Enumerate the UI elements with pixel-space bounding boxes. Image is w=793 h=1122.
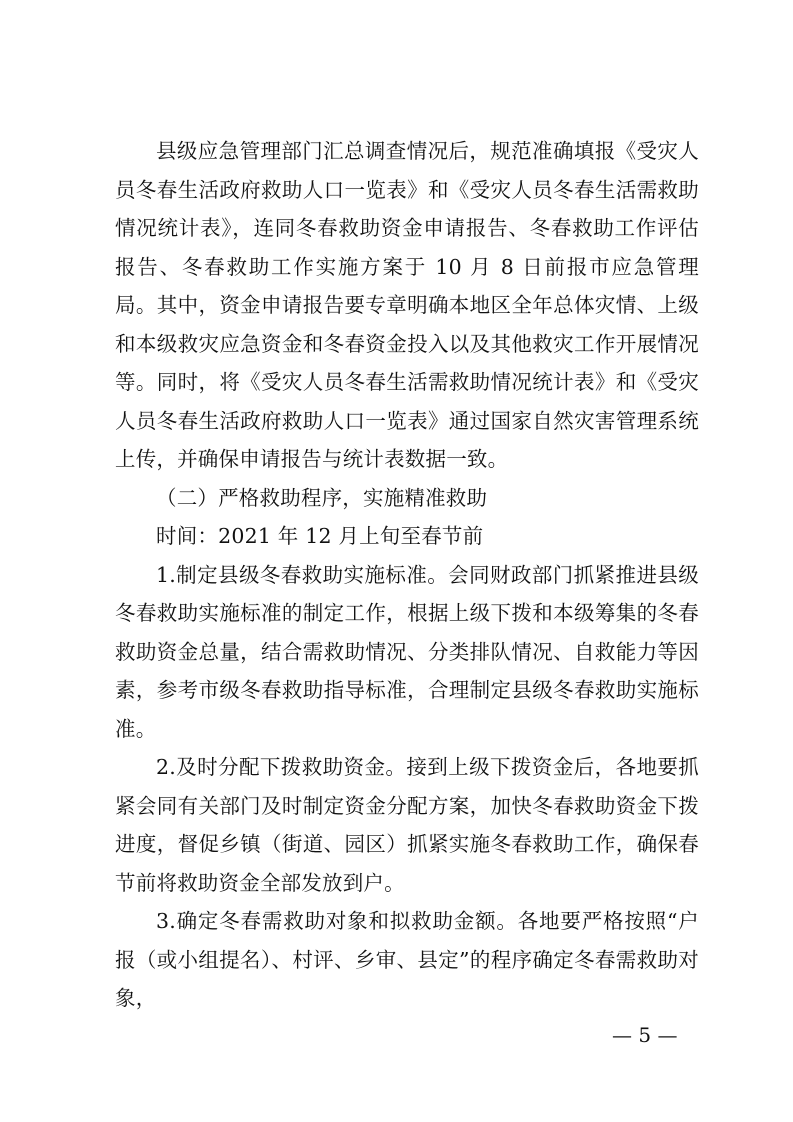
paragraph-item-2: 2.及时分配下拨救助资金。接到上级下拨资金后，各地要抓紧会同有关部门及时制定资金分配方案，加快冬春救助资金下拨进度，督促乡镇（街道、园区）抓紧实施冬春救助工作，确保春节前将救助资金全部发放到户。 [115,755,699,895]
paragraph-item-1: 1.制定县级冬春救助实施标准。会同财政部门抓紧推进县级冬春救助实施标准的制定工作，根据上级下拨和本级筹集的冬春救助资金总量，结合需救助情况、分类排队情况、自救能力等因素，参考市级冬春救助指导标准，合理制定县级冬春救助实施标准。 [115,562,699,741]
section-heading: （二）严格救助程序，实施精准救助 [156,485,488,510]
paragraph-item-3: 3.确定冬春需救助对象和拟救助金额。各地要严格按照“户报（或小组提名）、村评、乡审、县定”的程序确定冬春需救助对象， [115,909,699,1010]
paragraph-time: 时间：2021 年 12 月上旬至春节前 [156,524,484,548]
page-number: — 5 — [612,1023,678,1047]
document-body [115,132,699,1018]
paragraph-summary-reporting: 县级应急管理部门汇总调查情况后，规范准确填报《受灾人员冬春生活政府救助人口一览表》和《受灾人员冬春生活需救助情况统计表》，连同冬春救助资金申请报告、冬春救助工作评估报告、冬春救助工作实施方案于 10 月 8 日前报市应急管理局。其中，资金申请报告要专章明确本地区全年总体灾情、上级和本级救灾应急资金和冬春资金投入以及其他救灾工作开展情况等。同时，将《受灾人员冬春生活需救助情况统计表》和《受灾人员冬春生活政府救助人口一览表》通过国家自然灾害管理系统上传，并确保申请报告与统计表数据一致。 [115,139,699,471]
